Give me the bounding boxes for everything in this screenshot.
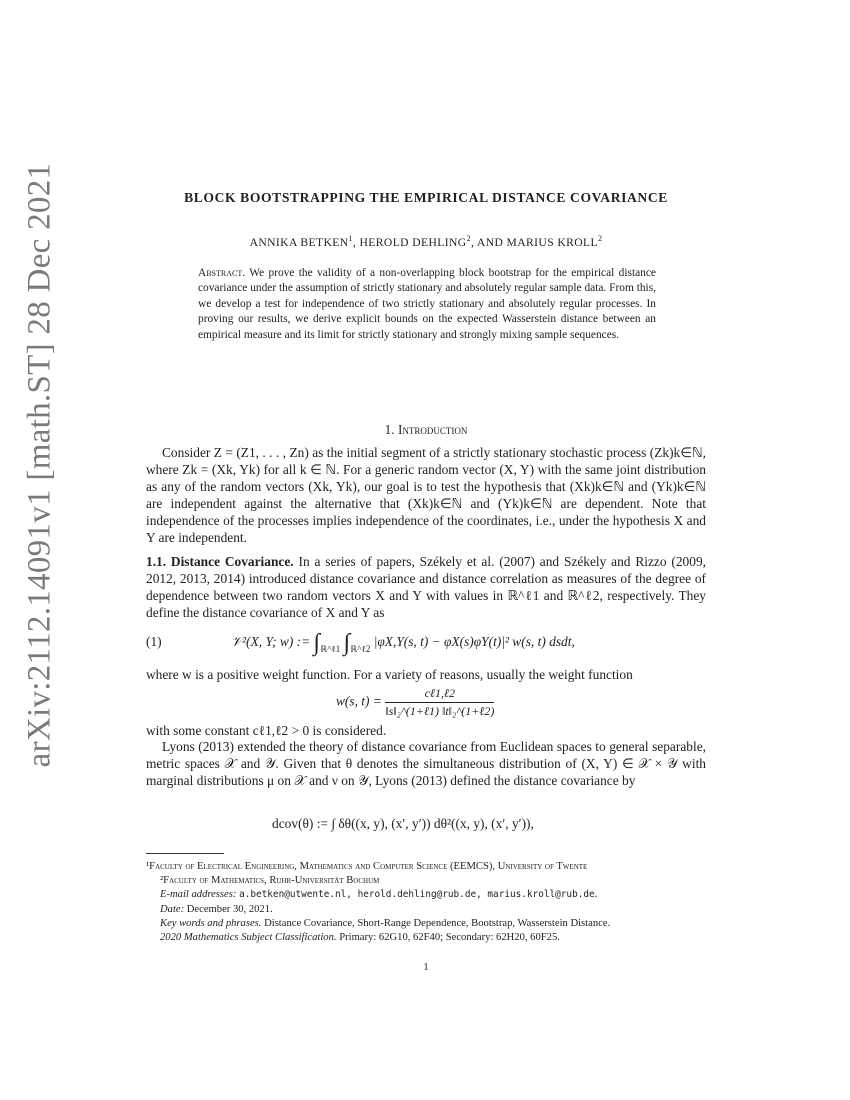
intro-paragraph: Consider Z = (Z1, . . . , Zn) as the initial segment of a strictly stationary stochastic process (Zk)k∈ℕ, where Zk = (Xk, Yk) for all k ∈ ℕ. For a generic random vector (X, Y) with the same joint distribution as any of the random vectors (Xk, Yk), our goal is to test the hypothesis that (Xk)k∈ℕ and (Yk)k∈ℕ are independent against the alternative that (Xk)k∈ℕ and (Yk)k∈ℕ are dependent. Note that independence of the processes implies independence of the coordinates, i.e., under the hypothesis X and Y are independent. bbox=[146, 445, 706, 545]
equation-lhs: w(s, t) = bbox=[336, 693, 382, 709]
keywords-label: Key words and phrases. bbox=[160, 917, 262, 929]
affiliation-footnote: ²Faculty of Mathematics, Ruhr-Universität Bochum bbox=[160, 875, 380, 887]
section-heading: 1. Introduction bbox=[384, 422, 468, 437]
keywords-value: Distance Covariance, Short-Range Dependence, Bootstrap, Wasserstein Distance. bbox=[264, 917, 611, 929]
keywords-footnote bbox=[146, 917, 706, 931]
author-separator: , bbox=[352, 235, 360, 249]
email-addresses: a.betken@utwente.nl, herold.dehling@rub.de, marius.kroll@rub.de bbox=[239, 889, 595, 901]
author-name: ANNIKA BETKEN bbox=[249, 235, 349, 249]
abstract-text: We prove the validity of a non-overlapping block bootstrap for the empirical distance covariance under the assumption of strictly stationary and absolutely regular sample data. From this, we develop a test for independence of two strictly stationary and absolutely regular processes. In proving our results, we derive explicit bounds on the expected Wasserstein distance between an empirical measure and its limit for strictly stationary and strongly mixing sample sequences. bbox=[198, 267, 656, 341]
integral-sign: ∫ bbox=[343, 630, 351, 656]
date-footnote bbox=[146, 903, 706, 917]
affiliation-mark: 1 bbox=[348, 234, 353, 243]
subsection-paragraph bbox=[146, 553, 706, 621]
abstract bbox=[198, 266, 656, 343]
email-label: E-mail addresses: bbox=[160, 889, 237, 901]
affiliation-footnote: ¹Faculty of Electrical Engineering, Mathematics and Computer Science (EEMCS), University of Twente bbox=[146, 861, 588, 872]
msc-footnote bbox=[146, 931, 706, 945]
equation-number: (1) bbox=[146, 634, 162, 649]
subsection-heading: 1.1. Distance Covariance. bbox=[146, 554, 294, 569]
abstract-label: Abstract. bbox=[198, 267, 246, 279]
integral-sign: ∫ bbox=[313, 630, 321, 656]
msc-label: 2020 Mathematics Subject Classification. bbox=[160, 932, 337, 944]
date-value: December 30, 2021. bbox=[186, 903, 273, 915]
date-label: Date: bbox=[160, 903, 185, 915]
integration-domain: ℝ^ℓ1 bbox=[320, 644, 341, 654]
constant-line: with some constant cℓ1,ℓ2 > 0 is considered. bbox=[146, 723, 387, 738]
equation-1 bbox=[146, 626, 706, 662]
email-end: . bbox=[594, 889, 598, 901]
email-footnote bbox=[146, 888, 706, 902]
footnote-rule bbox=[146, 853, 224, 854]
author-separator: , AND bbox=[470, 235, 507, 249]
subsection-text: In a series of papers, Székely et al. (2007) and Székely and Rizzo (2009, 2012, 2013, 2014) introduced distance covariance and distance correlation as measures of the degree of dependence between two random vectors X and Y with values in ℝ^ℓ1 and ℝ^ℓ2, respectively. They define the distance covariance of X and Y as bbox=[146, 554, 706, 620]
arxiv-stamp-text: arXiv:2112.14091v1 [math.ST] 28 Dec 2021 bbox=[21, 162, 58, 768]
equation-body bbox=[231, 630, 575, 657]
equation-integrand: |φX,Y(s, t) − φX(s)φY(t)|² w(s, t) dsdt, bbox=[373, 634, 575, 649]
fraction-numerator: cℓ1,ℓ2 bbox=[385, 686, 494, 703]
affiliation-mark: 2 bbox=[597, 234, 603, 243]
paper-title: BLOCK BOOTSTRAPPING THE EMPIRICAL DISTANCE COVARIANCE bbox=[184, 190, 668, 205]
msc-value: Primary: 62G10, 62F40; Secondary: 62H20, 60F25. bbox=[339, 932, 560, 944]
weight-function-line: where w is a positive weight function. For a variety of reasons, usually the weight function bbox=[146, 667, 633, 682]
footnotes bbox=[146, 860, 706, 945]
affiliation-mark: 2 bbox=[466, 234, 471, 243]
fraction bbox=[385, 686, 494, 719]
integration-domain: ℝ^ℓ2 bbox=[350, 644, 371, 654]
lyons-paragraph: Lyons (2013) extended the theory of distance covariance from Euclidean spaces to general separable, metric spaces 𝒳 and 𝒴. Given that θ denotes the simultaneous distribution of (X, Y) ∈ 𝒳 × 𝒴 with marginal distributions μ on 𝒳 and ν on 𝒴, Lyons (2013) defined the distance covariance by bbox=[146, 739, 706, 788]
equation-weight bbox=[336, 686, 656, 719]
page-number: 1 bbox=[423, 962, 429, 973]
equation-lhs: 𝒱²(X, Y; w) := bbox=[231, 634, 311, 649]
author-name: HEROLD DEHLING bbox=[359, 235, 467, 249]
equation-body: dcov(θ) := ∫ δθ((x, y), (x′, y′)) dθ²((x, y), (x′, y′)), bbox=[272, 816, 534, 831]
author-name: MARIUS KROLL bbox=[506, 235, 598, 249]
fraction-denominator: ‖s‖₂^(1+ℓ1) ‖t‖₂^(1+ℓ2) bbox=[385, 704, 495, 718]
arxiv-identifier-stamp bbox=[20, 162, 60, 768]
author-list bbox=[146, 234, 706, 249]
